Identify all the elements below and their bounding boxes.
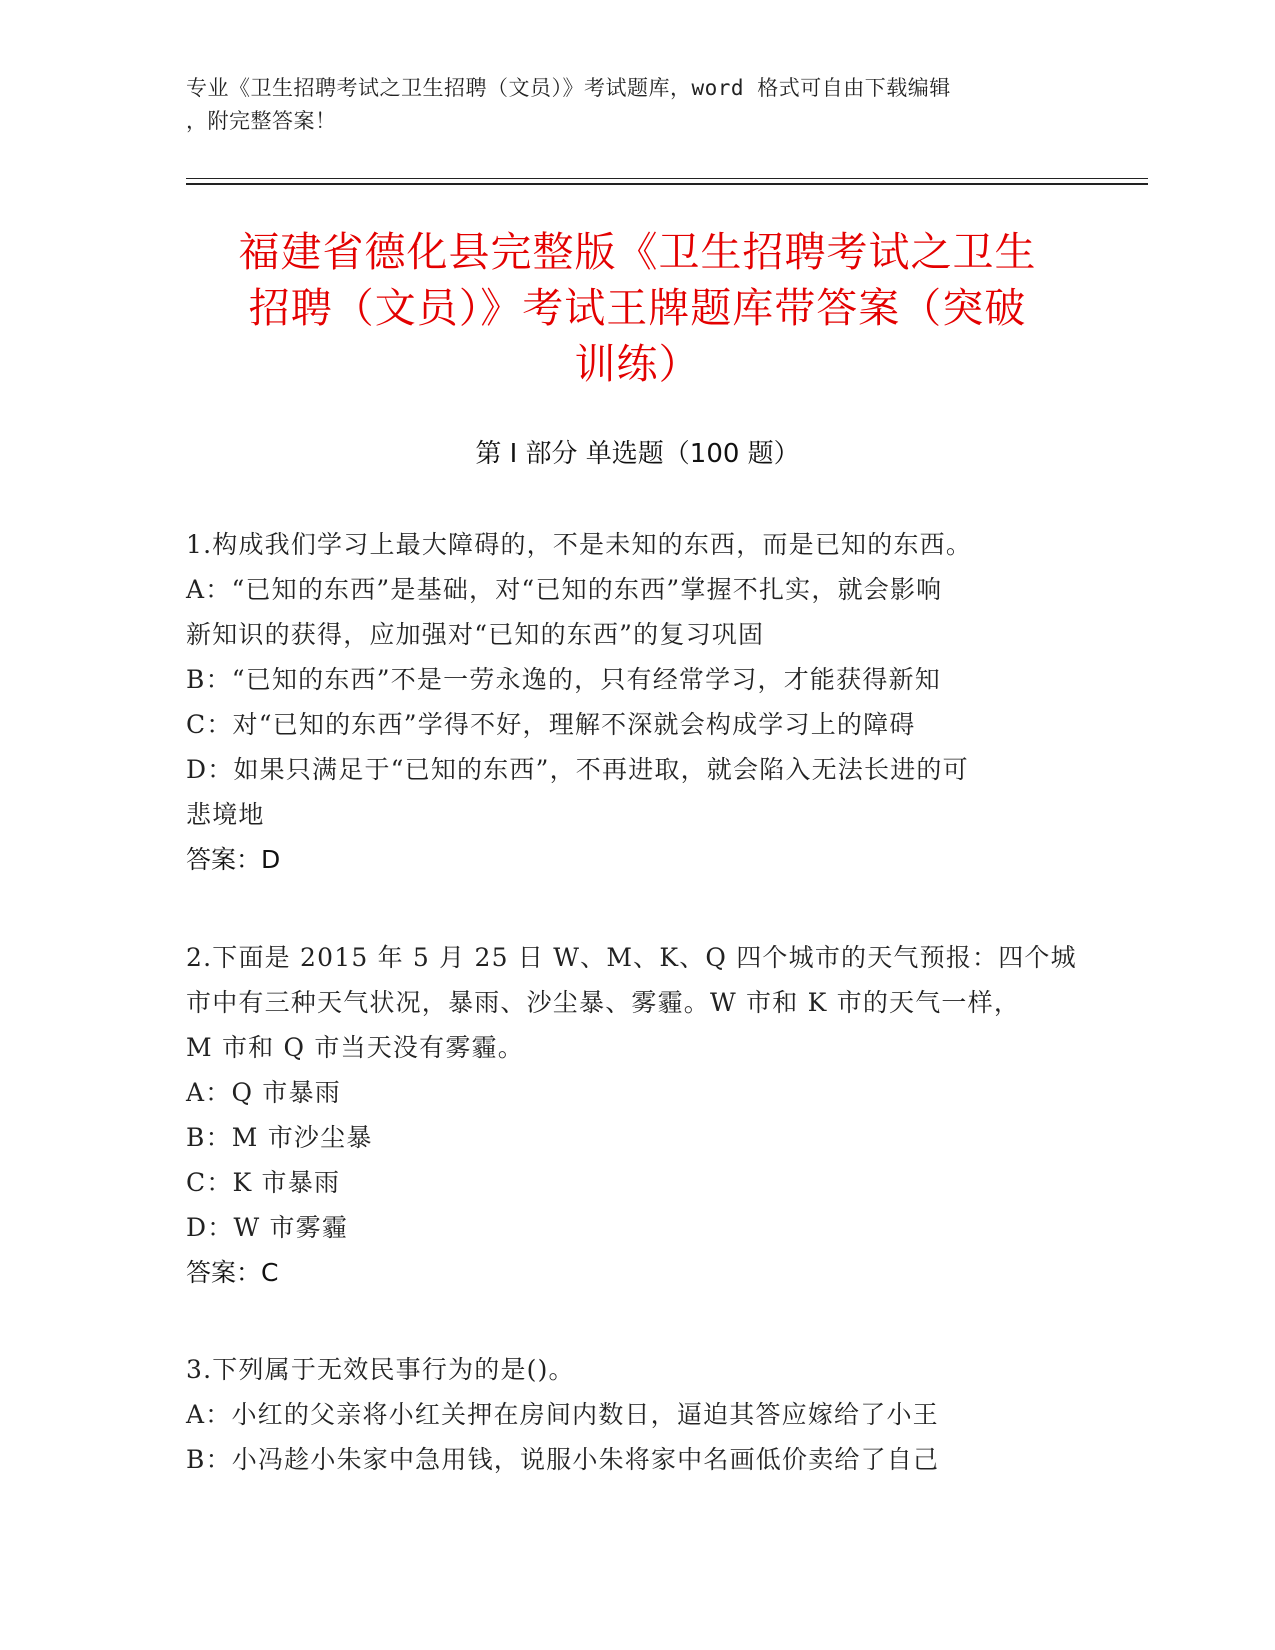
header-note (186, 72, 1086, 138)
title-line: 训练） (574, 340, 701, 388)
option-d-continued: 悲境地 (186, 800, 265, 829)
answer: 答案：C (186, 1258, 279, 1287)
question-stem: 2.下面是 2015 年 5 月 25 日 W、M、K、Q 四个城市的天气预报：四个城 (186, 943, 1077, 972)
question-stem: 1.构成我们学习上最大障碍的，不是未知的东西，而是已知的东西。 (186, 530, 973, 559)
question-stem: 3.下列属于无效民事行为的是()。 (186, 1355, 575, 1384)
document-title (190, 224, 1085, 392)
header-divider-thick (186, 183, 1148, 185)
option-a: A：“已知的东西”是基础，对“已知的东西”掌握不扎实，就会影响 (186, 575, 943, 604)
option-a-continued: 新知识的获得，应加强对“已知的东西”的复习巩固 (186, 620, 765, 649)
question-2 (186, 935, 1086, 1295)
section-title: 第 I 部分 单选题（100 题） (475, 439, 800, 469)
answer: 答案：D (186, 845, 281, 874)
title-line: 招聘（文员）》考试王牌题库带答案（突破 (248, 284, 1027, 332)
question-stem-continued: 市中有三种天气状况，暴雨、沙尘暴、雾霾。W 市和 K 市的天气一样， (186, 988, 1021, 1017)
header-divider (186, 178, 1148, 179)
header-note-line: ，附完整答案！ (186, 109, 337, 133)
option-b: B：M 市沙尘暴 (186, 1123, 373, 1152)
header-note-line: 专业《卫生招聘考试之卫生招聘（文员）》考试题库，word 格式可自由下载编辑 (186, 76, 951, 100)
question-3 (186, 1347, 1086, 1482)
option-b: B：“已知的东西”不是一劳永逸的，只有经常学习，才能获得新知 (186, 665, 941, 694)
question-stem-continued: M 市和 Q 市当天没有雾霾。 (186, 1033, 524, 1062)
option-b: B：小冯趁小朱家中急用钱，说服小朱将家中名画低价卖给了自己 (186, 1445, 940, 1474)
option-d: D：W 市雾霾 (186, 1213, 349, 1242)
option-c: C：K 市暴雨 (186, 1168, 341, 1197)
option-d: D：如果只满足于“已知的东西”，不再进取，就会陷入无法长进的可 (186, 755, 969, 784)
option-a: A：Q 市暴雨 (186, 1078, 341, 1107)
option-a: A：小红的父亲将小红关押在房间内数日，逼迫其答应嫁给了小王 (186, 1400, 939, 1429)
title-line: 福建省德化县完整版《卫生招聘考试之卫生 (238, 228, 1037, 276)
option-c: C：对“已知的东西”学得不好，理解不深就会构成学习上的障碍 (186, 710, 916, 739)
question-1 (186, 522, 1086, 882)
